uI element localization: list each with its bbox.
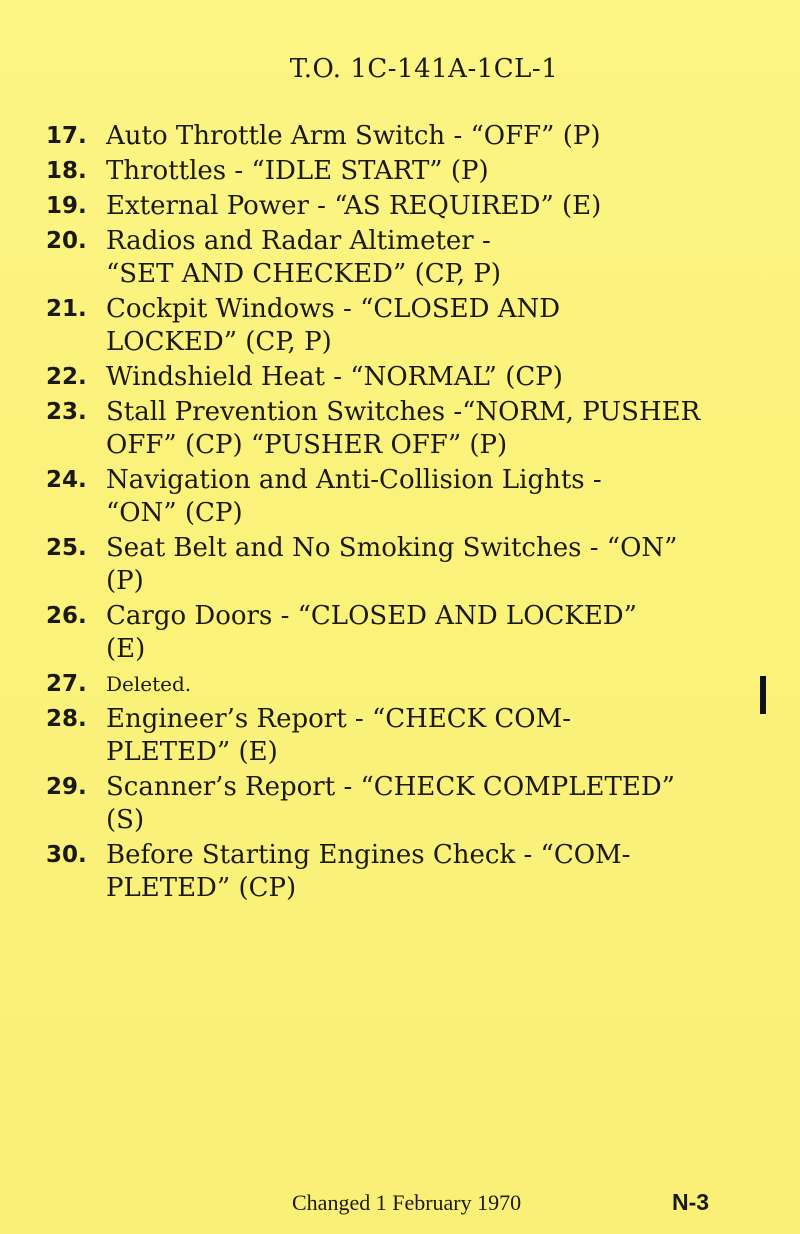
checklist-items <box>46 120 776 907</box>
item-number: 24. <box>46 467 87 493</box>
item-number: 19. <box>46 193 87 219</box>
item-number: 23. <box>46 399 87 425</box>
item-text: Navigation and Anti-Collision Lights - “ON” (CP) <box>106 465 602 528</box>
item-text: Radios and Radar Altimeter - “SET AND CHECKED” (CP, P) <box>106 226 502 289</box>
item-number: 20. <box>46 228 87 254</box>
item-text: Deleted. <box>106 672 192 696</box>
item-text: External Power - “AS REQUIRED” (E) <box>106 191 602 221</box>
item-text: Cockpit Windows - “CLOSED AND LOCKED” (CP, P) <box>106 294 561 357</box>
item-text: Before Starting Engines Check - “COM- PLETED” (CP) <box>106 840 631 903</box>
item-number: 18. <box>46 158 87 184</box>
item-number: 27. <box>46 671 87 697</box>
item-number: 25. <box>46 535 87 561</box>
checklist-item <box>46 190 776 223</box>
checklist-item <box>46 839 776 905</box>
item-number: 21. <box>46 296 87 322</box>
checklist-item <box>46 361 776 394</box>
item-number: 22. <box>46 364 87 390</box>
item-text: Throttles - “IDLE START” (P) <box>106 156 489 186</box>
item-number: 29. <box>46 774 87 800</box>
item-text: Seat Belt and No Smoking Switches - “ON” (P) <box>106 533 678 596</box>
item-text: Scanner’s Report - “CHECK COMPLETED” (S) <box>106 772 675 835</box>
item-number: 17. <box>46 123 87 149</box>
item-text: Windshield Heat - “NORMAL” (CP) <box>106 362 563 392</box>
checklist-item <box>46 396 776 462</box>
item-text: Engineer’s Report - “CHECK COM- PLETED” (E) <box>106 704 571 767</box>
checklist-item <box>46 600 776 666</box>
item-text: Stall Prevention Switches -“NORM, PUSHER OFF” (CP) “PUSHER OFF” (P) <box>106 397 701 460</box>
item-number: 28. <box>46 706 87 732</box>
checklist-item <box>46 668 776 701</box>
checklist-item <box>46 703 776 769</box>
change-bar <box>760 676 766 714</box>
checklist-item <box>46 293 776 359</box>
checklist-item <box>46 532 776 598</box>
page-header: T.O. 1C-141A-1CL-1 <box>289 54 559 84</box>
item-number: 30. <box>46 842 87 868</box>
checklist-item <box>46 464 776 530</box>
checklist-item <box>46 225 776 291</box>
checklist-item <box>46 771 776 837</box>
page-number: N-3 <box>672 1189 710 1215</box>
item-text: Cargo Doors - “CLOSED AND LOCKED” (E) <box>106 601 637 664</box>
checklist-item <box>46 120 776 153</box>
checklist-item <box>46 155 776 188</box>
item-number: 26. <box>46 603 87 629</box>
item-text: Auto Throttle Arm Switch - “OFF” (P) <box>106 121 601 151</box>
change-date: Changed 1 February 1970 <box>292 1190 522 1215</box>
